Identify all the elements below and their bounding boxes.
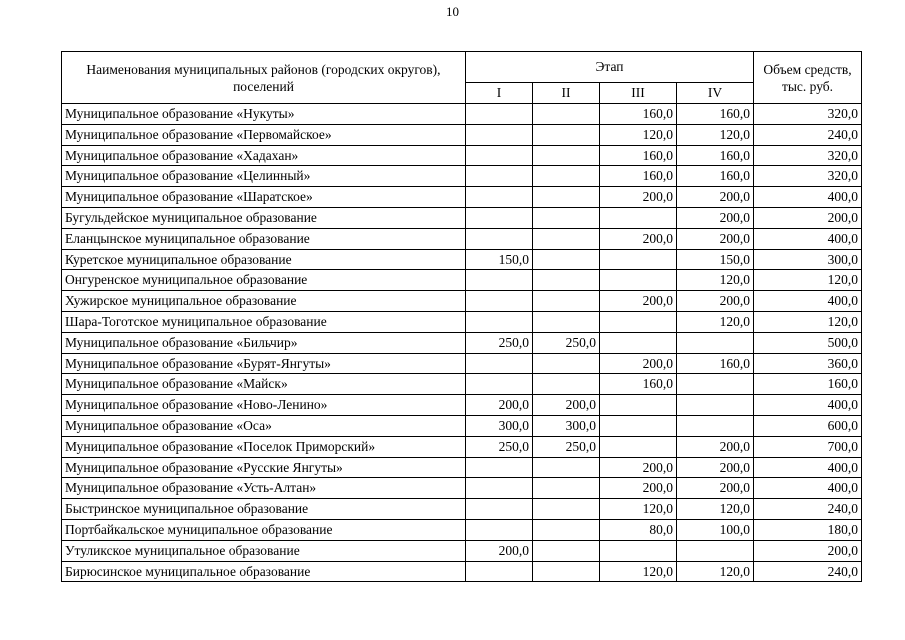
total-volume-cell: 400,0: [754, 478, 862, 499]
table-row: [62, 270, 862, 291]
municipality-name-cell: Муниципальное образование «Первомайское»: [62, 124, 466, 145]
stage-3-cell: 120,0: [600, 499, 677, 520]
total-volume-cell: 200,0: [754, 540, 862, 561]
stage-2-cell: 250,0: [533, 332, 600, 353]
stage-2-cell: 250,0: [533, 436, 600, 457]
total-volume-cell: 700,0: [754, 436, 862, 457]
municipality-name-cell: Муниципальное образование «Бурят-Янгуты»: [62, 353, 466, 374]
stage-2-cell: [533, 457, 600, 478]
municipality-name-cell: Хужирское муниципальное образование: [62, 291, 466, 312]
stage-4-cell: 120,0: [677, 270, 754, 291]
municipality-name-cell: Еланцынское муниципальное образование: [62, 228, 466, 249]
stage-1-cell: [466, 166, 533, 187]
table-header: [62, 52, 862, 104]
stage-4-cell: [677, 332, 754, 353]
municipality-name-cell: Куретское муниципальное образование: [62, 249, 466, 270]
total-volume-cell: 240,0: [754, 124, 862, 145]
municipality-name-cell: Онгуренское муниципальное образование: [62, 270, 466, 291]
stage-1-cell: [466, 478, 533, 499]
total-volume-cell: 400,0: [754, 228, 862, 249]
stage-1-cell: [466, 561, 533, 582]
stage-3-cell: 160,0: [600, 374, 677, 395]
stage-2-cell: [533, 311, 600, 332]
municipality-name-cell: Бугульдейское муниципальное образование: [62, 207, 466, 228]
header-stage-3: III: [600, 83, 677, 104]
stage-1-cell: 250,0: [466, 436, 533, 457]
table-row: [62, 478, 862, 499]
stage-2-cell: [533, 187, 600, 208]
stage-3-cell: [600, 415, 677, 436]
stage-2-cell: [533, 228, 600, 249]
total-volume-cell: 160,0: [754, 374, 862, 395]
stage-4-cell: [677, 415, 754, 436]
stage-3-cell: [600, 249, 677, 270]
header-stage-4: IV: [677, 83, 754, 104]
stage-3-cell: [600, 436, 677, 457]
page-number: 10: [446, 4, 459, 19]
table-row: [62, 249, 862, 270]
total-volume-cell: 320,0: [754, 104, 862, 125]
municipality-name-cell: Муниципальное образование «Хадахан»: [62, 145, 466, 166]
total-volume-cell: 400,0: [754, 457, 862, 478]
stage-1-cell: [466, 353, 533, 374]
total-volume-cell: 300,0: [754, 249, 862, 270]
total-volume-cell: 120,0: [754, 270, 862, 291]
stage-1-cell: [466, 270, 533, 291]
table-row: [62, 145, 862, 166]
stage-1-cell: [466, 228, 533, 249]
stage-4-cell: 160,0: [677, 145, 754, 166]
total-volume-cell: 320,0: [754, 145, 862, 166]
stage-2-cell: [533, 270, 600, 291]
municipality-name-cell: Муниципальное образование «Русские Янгуты»: [62, 457, 466, 478]
stage-2-cell: [533, 540, 600, 561]
stage-3-cell: [600, 540, 677, 561]
stage-4-cell: [677, 395, 754, 416]
table-row: [62, 187, 862, 208]
stage-1-cell: 300,0: [466, 415, 533, 436]
header-name: Наименования муниципальных районов (городских округов), поселений: [62, 52, 466, 104]
stage-3-cell: 200,0: [600, 478, 677, 499]
total-volume-cell: 120,0: [754, 311, 862, 332]
municipality-name-cell: Утуликское муниципальное образование: [62, 540, 466, 561]
stage-2-cell: [533, 104, 600, 125]
stage-2-cell: [533, 291, 600, 312]
table-row: [62, 395, 862, 416]
table-row: [62, 457, 862, 478]
stage-4-cell: 120,0: [677, 124, 754, 145]
stage-3-cell: [600, 270, 677, 291]
stage-4-cell: 200,0: [677, 187, 754, 208]
municipality-name-cell: Муниципальное образование «Ново-Ленино»: [62, 395, 466, 416]
stage-4-cell: 120,0: [677, 561, 754, 582]
table-row: [62, 166, 862, 187]
table-row: [62, 415, 862, 436]
municipality-name-cell: Муниципальное образование «Бильчир»: [62, 332, 466, 353]
municipality-name-cell: Муниципальное образование «Поселок Приморский»: [62, 436, 466, 457]
table-row: [62, 353, 862, 374]
stage-4-cell: 160,0: [677, 104, 754, 125]
stage-4-cell: 160,0: [677, 353, 754, 374]
total-volume-cell: 320,0: [754, 166, 862, 187]
stage-3-cell: 160,0: [600, 145, 677, 166]
stage-4-cell: 120,0: [677, 311, 754, 332]
table-row: [62, 311, 862, 332]
total-volume-cell: 400,0: [754, 291, 862, 312]
stage-1-cell: [466, 207, 533, 228]
stage-3-cell: 80,0: [600, 519, 677, 540]
stage-1-cell: [466, 499, 533, 520]
stage-2-cell: [533, 166, 600, 187]
stage-1-cell: [466, 374, 533, 395]
stage-1-cell: 200,0: [466, 395, 533, 416]
stage-2-cell: [533, 499, 600, 520]
stage-2-cell: [533, 561, 600, 582]
stage-1-cell: [466, 145, 533, 166]
stage-2-cell: 300,0: [533, 415, 600, 436]
total-volume-cell: 200,0: [754, 207, 862, 228]
table-row: [62, 207, 862, 228]
stage-1-cell: 250,0: [466, 332, 533, 353]
municipality-name-cell: Муниципальное образование «Майск»: [62, 374, 466, 395]
stage-4-cell: 200,0: [677, 207, 754, 228]
stage-2-cell: [533, 374, 600, 395]
stage-1-cell: 150,0: [466, 249, 533, 270]
stage-1-cell: [466, 519, 533, 540]
stage-3-cell: [600, 207, 677, 228]
table-row: [62, 540, 862, 561]
stage-3-cell: 200,0: [600, 228, 677, 249]
stage-2-cell: [533, 124, 600, 145]
table-row: [62, 519, 862, 540]
table-row: [62, 374, 862, 395]
municipality-name-cell: Муниципальное образование «Шаратское»: [62, 187, 466, 208]
stage-2-cell: [533, 249, 600, 270]
header-stage-1: I: [466, 83, 533, 104]
stage-4-cell: 200,0: [677, 457, 754, 478]
stage-4-cell: [677, 540, 754, 561]
total-volume-cell: 500,0: [754, 332, 862, 353]
stage-3-cell: 120,0: [600, 561, 677, 582]
municipality-name-cell: Быстринское муниципальное образование: [62, 499, 466, 520]
table-row: [62, 436, 862, 457]
table-row: [62, 291, 862, 312]
table-row: [62, 104, 862, 125]
stage-4-cell: 200,0: [677, 436, 754, 457]
municipality-name-cell: Муниципальное образование «Усть-Алтан»: [62, 478, 466, 499]
stage-4-cell: [677, 374, 754, 395]
table-row: [62, 124, 862, 145]
stage-4-cell: 150,0: [677, 249, 754, 270]
total-volume-cell: 240,0: [754, 499, 862, 520]
stage-2-cell: [533, 353, 600, 374]
stage-3-cell: 120,0: [600, 124, 677, 145]
stage-1-cell: [466, 104, 533, 125]
stage-3-cell: [600, 395, 677, 416]
stage-4-cell: 100,0: [677, 519, 754, 540]
stage-3-cell: [600, 311, 677, 332]
stage-4-cell: 120,0: [677, 499, 754, 520]
municipality-name-cell: Шара-Тоготское муниципальное образование: [62, 311, 466, 332]
municipality-name-cell: Бирюсинское муниципальное образование: [62, 561, 466, 582]
total-volume-cell: 240,0: [754, 561, 862, 582]
table-row: [62, 499, 862, 520]
table-row: [62, 228, 862, 249]
stage-1-cell: 200,0: [466, 540, 533, 561]
stage-3-cell: 200,0: [600, 353, 677, 374]
stage-3-cell: 160,0: [600, 166, 677, 187]
stage-1-cell: [466, 124, 533, 145]
header-stage: Этап: [466, 52, 754, 83]
table-body: [62, 104, 862, 582]
stage-2-cell: 200,0: [533, 395, 600, 416]
total-volume-cell: 400,0: [754, 395, 862, 416]
stage-4-cell: 200,0: [677, 478, 754, 499]
stage-2-cell: [533, 478, 600, 499]
stage-2-cell: [533, 519, 600, 540]
municipality-name-cell: Муниципальное образование «Нукуты»: [62, 104, 466, 125]
stage-4-cell: 200,0: [677, 228, 754, 249]
municipality-name-cell: Муниципальное образование «Оса»: [62, 415, 466, 436]
stage-3-cell: 160,0: [600, 104, 677, 125]
stage-1-cell: [466, 311, 533, 332]
municipality-name-cell: Портбайкальское муниципальное образование: [62, 519, 466, 540]
table-row: [62, 332, 862, 353]
stage-1-cell: [466, 457, 533, 478]
municipality-name-cell: Муниципальное образование «Целинный»: [62, 166, 466, 187]
total-volume-cell: 600,0: [754, 415, 862, 436]
stage-1-cell: [466, 187, 533, 208]
header-volume: Объем средств, тыс. руб.: [754, 52, 862, 104]
stage-1-cell: [466, 291, 533, 312]
budget-table: [61, 51, 862, 582]
stage-3-cell: 200,0: [600, 187, 677, 208]
stage-3-cell: 200,0: [600, 457, 677, 478]
stage-2-cell: [533, 145, 600, 166]
stage-4-cell: 200,0: [677, 291, 754, 312]
table-row: [62, 561, 862, 582]
total-volume-cell: 180,0: [754, 519, 862, 540]
total-volume-cell: 400,0: [754, 187, 862, 208]
stage-3-cell: 200,0: [600, 291, 677, 312]
stage-3-cell: [600, 332, 677, 353]
total-volume-cell: 360,0: [754, 353, 862, 374]
header-stage-2: II: [533, 83, 600, 104]
stage-2-cell: [533, 207, 600, 228]
stage-4-cell: 160,0: [677, 166, 754, 187]
